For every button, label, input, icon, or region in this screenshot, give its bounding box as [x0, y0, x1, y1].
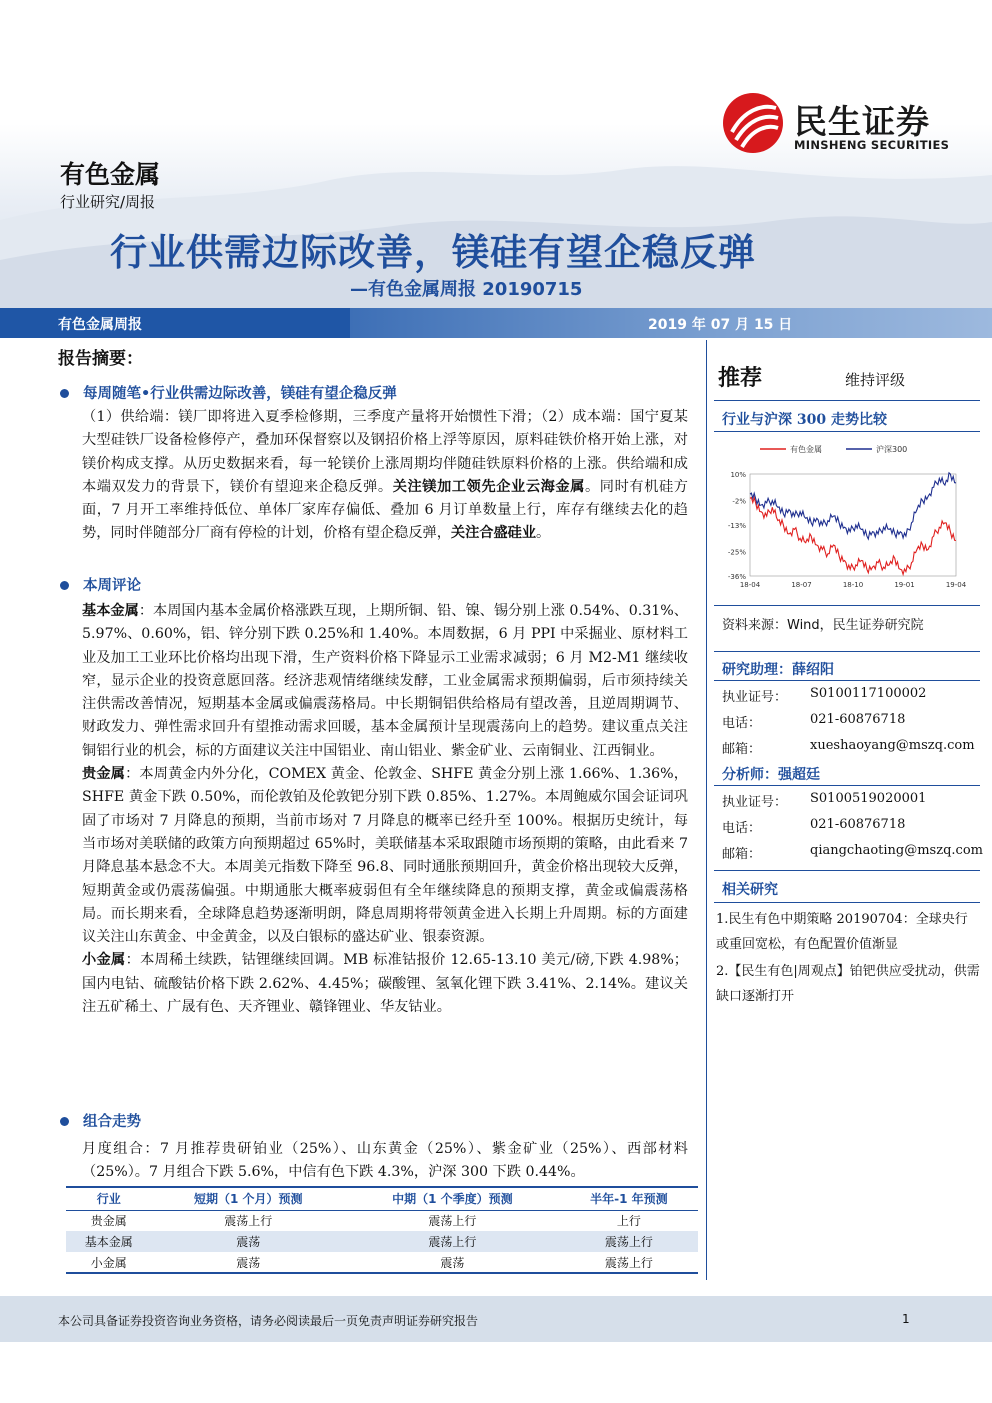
chart-axes [728, 471, 967, 589]
table-cell: 上行 [616, 1214, 641, 1229]
phone-label: 电话： [722, 716, 762, 731]
cert-label: 执业证号： [722, 690, 788, 705]
table-cell: 贵金属 [90, 1214, 127, 1229]
column-divider [706, 340, 707, 1280]
x-tick-label: 18-07 [791, 581, 812, 589]
table-cell: 震荡上行 [560, 1252, 698, 1273]
bar-report-name: 有色金属周报 [58, 317, 142, 333]
analyst-title: 分析师：强超廷 [722, 767, 820, 783]
forecast-table [66, 1186, 698, 1274]
y-tick-label: -36% [727, 573, 746, 581]
table-row [66, 1252, 698, 1273]
bullet-icon [60, 1117, 69, 1126]
weekly-essay-paragraph: （1）供给端：镁厂即将进入夏季检修期，三季度产量将开始惯性下滑；（2）成本端：国宁夏某大型硅铁厂设备检修停产，叠加环保督察以及钢招价格上浮等原因，原料硅铁价格开始上涨，对镁价构成支撑。从历史数据来看，每一轮镁价上涨周期均伴随硅铁原料价格的上涨。供给端和成本端双发力的背景下，镁价有望迎来企稳反弹。关注镁加工领先企业云海金属。同时有机硅方面，7 月开工率维持低位、单体厂家库存偏低、叠加 6 月订单数量上行，库存有继续去化的趋势，同时伴随部分厂商有停检的计划，价格有望企稳反弹，关注合盛硅业。 [82, 409, 688, 542]
series-line-1 [750, 473, 956, 539]
table-cell: 基本金属 [66, 1231, 152, 1252]
assistant-phone: 021-60876718 [810, 712, 906, 727]
analyst-cert: S0100519020001 [810, 791, 927, 806]
table-header: 中期（1 个季度）预测 [345, 1187, 560, 1210]
company-logo [722, 92, 972, 162]
page-footer [0, 1296, 992, 1342]
x-tick-label: 19-01 [894, 581, 915, 589]
minor-metal-label: 小金属 [82, 952, 126, 969]
report-subtitle: —有色金属周报 20190715 [350, 279, 583, 300]
y-tick-label: -2% [732, 497, 746, 506]
analyst-email[interactable]: qiangchaoting@mszq.com [810, 843, 983, 858]
comment-paragraph: 基本金属：本周国内基本金属价格涨跌互现，上期所铜、铅、镍、锡分别上涨 0.54%、0.31%、5.97%、0.60%，铝、锌分别下跌 0.25%和 1.40%。本周数据，6 月 PPI 中采掘业、原材料工业及加工工业环比价格均出现下滑，生产资料价格下降显示工业需求减弱；6 月 M2-M1 继续收窄，显示企业的投资意愿回落。经济悲观情绪继续发酵，工业金属需求预期偏弱，后市须持续关注供需改善情况，短期基本金属或偏震荡格局。中长期铜铝供给格局有望改善，且逆周期调节、财政发力、弹性需求回升有望推动需求回暖，基本金属预计呈现震荡向上的趋势。建议重点关注铜铝行业的机会，标的方面建议关注中国铝业、南山铝业、紫金矿业、云南铜业、江西铜业。 贵金属：本周黄金内外分化，COMEX 黄金、伦敦金、SHFE 黄金分别上涨 1.66%、1.36%，SHFE 黄金下跌 0.50%，而伦敦铂及伦敦钯分别下跌 0.85%、1.27%。本周鲍威尔国会证词巩固了市场对 7 月降息的预期，当前市场对 7 月降息的概率已经升至 100%。根据历史统计，每当市场对美联储的政策方向预期超过 65%时，美联储基本采取跟随市场预期的策略，由此看来 7 月降息基本悬念不大。本周美元指数下降至 96.8、同时通胀预期回升，黄金价格出现较大反弹，短期黄金或仍震荡偏强。中期通胀大概率疲弱但有全年继续降息的预期支撑，黄金或偏震荡格局。而长期来看，全球降息趋势逐渐明朗，降息周期将带领黄金进入长期上升周期。标的方面建议关注山东黄金、中金黄金，以及白银标的盛达矿业、银泰资源。 小金属：本周稀土续跌，钴锂继续回调。MB 标准钴报价 12.65-13.10 美元/磅,下跌 4.98%；国内电钴、硫酸钴价格下跌 2.62%、4.45%；碳酸锂、氢氧化锂下跌 3.41%、2.14%。建议关注五矿稀土、广晟有色、天齐锂业、赣锋锂业、华友钴业。 [82, 603, 688, 1016]
recommendation: 推荐 [718, 366, 763, 391]
email-label: 邮箱： [722, 847, 762, 862]
table-header-row [66, 1187, 698, 1210]
section-weekly-comment: 本周评论 [60, 574, 141, 595]
legend-label: 有色金属 [790, 445, 822, 454]
phone-label: 电话： [722, 821, 762, 836]
legend-label: 沪深300 [876, 445, 908, 454]
title-bar [0, 308, 992, 338]
table-cell: 震荡 [152, 1231, 345, 1252]
cert-label: 执业证号： [722, 795, 788, 810]
chart-lines [750, 473, 956, 575]
y-tick-label: -25% [727, 548, 746, 557]
report-type: 行业研究/周报 [60, 193, 156, 211]
table-header: 半年-1 年预测 [560, 1187, 698, 1210]
bullet-icon [60, 389, 69, 398]
table-cell: 小金属 [66, 1252, 152, 1273]
chart-source: 资料来源：Wind，民生证券研究院 [722, 618, 924, 633]
assistant-title: 研究助理：薛绍阳 [722, 662, 834, 678]
report-date: 2019 年 07 月 15 日 [648, 317, 793, 333]
x-tick-label: 19-04 [945, 581, 967, 589]
sector-name: 有色金属 [60, 160, 161, 189]
series-line-0 [750, 498, 956, 575]
table-cell: 震荡 [152, 1252, 345, 1273]
bullet-icon [60, 581, 69, 590]
portfolio-paragraph: 月度组合：7 月推荐贵研铂业（25%）、山东黄金（25%）、紫金矿业（25%）、西部材料（25%）。7 月组合下跌 5.6%，中信有色下跌 4.3%，沪深 300 下跌 0.44%。 [82, 1141, 688, 1181]
section-weekly-essay: 每周随笔•行业供需边际改善，镁硅有望企稳反弹 [60, 382, 397, 403]
x-tick-label: 18-10 [842, 581, 864, 589]
related-research-title: 相关研究 [722, 882, 778, 898]
email-label: 邮箱： [722, 742, 762, 757]
table-header: 短期（1 个月）预测 [152, 1187, 345, 1210]
base-metal-label: 基本金属 [82, 603, 139, 619]
chart-title: 行业与沪深 300 走势比较 [722, 412, 887, 428]
table-cell: 震荡 [345, 1252, 560, 1273]
logo-emblem-icon [722, 92, 784, 154]
related-report-link[interactable]: 1.民生有色中期策略 20190704：全球央行或重回宽松，有色配置价值渐显 [716, 912, 968, 952]
x-tick-label: 18-04 [739, 581, 761, 589]
table-row [66, 1210, 698, 1231]
assistant-email[interactable]: xueshaoyang@mszq.com [810, 738, 975, 753]
table-cell: 震荡上行 [560, 1231, 698, 1252]
precious-metal-label: 贵金属 [82, 766, 126, 783]
analyst-phone: 021-60876718 [810, 817, 906, 832]
section-portfolio: 组合走势 [60, 1110, 141, 1131]
assistant-cert: S0100117100002 [810, 686, 927, 701]
footer-disclaimer: 本公司具备证券投资咨询业务资格，请务必阅读最后一页免责声明证券研究报告 [58, 1314, 479, 1328]
logo-chinese-name: 民生证券 [794, 102, 930, 141]
y-tick-label: 10% [730, 471, 746, 479]
related-report-link[interactable]: 2.【民生有色|周观点】铂钯供应受扰动，供需缺口逐渐打开 [716, 964, 980, 1004]
report-title: 行业供需边际改善，镁硅有望企稳反弹 [110, 231, 756, 274]
header-banner [0, 0, 992, 310]
table-header: 行业 [66, 1187, 152, 1210]
table-cell: 震荡上行 [345, 1231, 560, 1252]
table-cell: 震荡上行 [224, 1214, 273, 1229]
y-tick-label: -13% [727, 522, 746, 530]
page-number: 1 [902, 1312, 910, 1326]
rating: 维持评级 [845, 371, 906, 389]
performance-chart [716, 436, 978, 600]
chart-legend [760, 444, 907, 454]
table-cell: 震荡上行 [428, 1214, 477, 1229]
table-row [66, 1231, 698, 1252]
abstract-heading: 报告摘要： [58, 349, 143, 369]
logo-english-name: MINSHENG SECURITIES [794, 138, 950, 152]
